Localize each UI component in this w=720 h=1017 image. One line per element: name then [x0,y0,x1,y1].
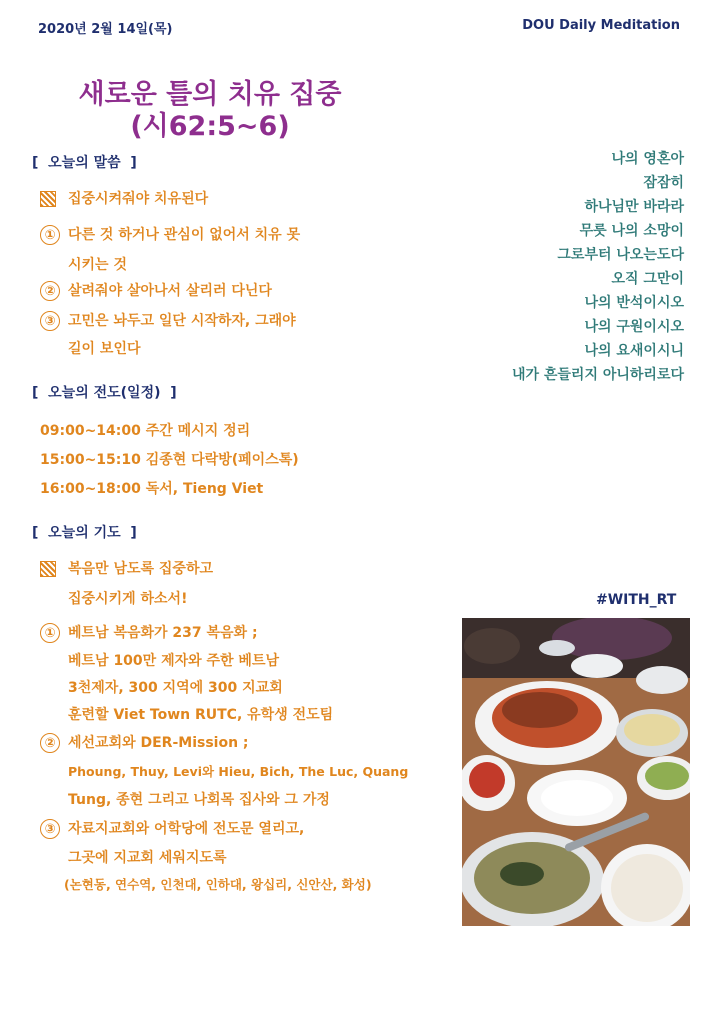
psalm-line: 하나님만 바라라 [584,199,684,215]
prayer-item-cont: Tung, 종현 그리고 나회목 집사와 그 가정 [68,792,330,808]
prayer-item-cont: 3천제자, 300 지역에 300 지교회 [68,680,283,696]
word-item: ② 살려줘야 살아나서 살리러 다닌다 [40,280,272,301]
prayer-item-cont: 그곳에 지교회 세워지도록 [68,850,227,866]
psalm-line: 잠잠히 [643,175,684,191]
word-heading: [ 오늘의 말씀 ] [32,155,137,171]
psalm-line: 나의 구원이시오 [584,319,684,335]
schedule-item: 16:00~18:00 독서, Tieng Viet [40,481,264,497]
hatch-box-icon [40,561,56,577]
word-item: ③ 고민은 놔두고 일단 시작하자, 그래야 [40,310,296,331]
psalm-line: 나의 반석이시오 [584,295,684,311]
psalm-line: 나의 영혼아 [611,151,684,167]
word-summary: 집중시켜줘야 치유된다 [40,188,208,208]
hashtag-label: #WITH_RT [596,592,677,608]
psalm-line: 그로부터 나오는도다 [557,247,684,263]
word-item: ① 다른 것 하거나 관심이 없어서 치유 못 [40,224,300,245]
page-subtitle: (시62:5~6) [130,111,290,142]
prayer-item: ③ 자료지교회와 어학당에 전도문 열리고, [40,818,304,839]
prayer-summary: 복음만 남도록 집중하고 [40,558,213,578]
brand-label: DOU Daily Meditation [522,18,680,33]
schedule-item: 09:00~14:00 주간 메시지 정리 [40,423,251,439]
meal-photo [462,618,690,926]
schedule-heading: [ 오늘의 전도(일정) ] [32,385,177,401]
prayer-item-cont: Phoung, Thuy, Levi와 Hieu, Bich, The Luc, Quang [68,764,409,779]
hatch-box-icon [40,191,56,207]
prayer-item-cont: 베트남 100만 제자와 주한 베트남 [68,653,280,669]
prayer-item-cont: 훈련할 Viet Town RUTC, 유학생 전도팀 [68,707,334,723]
prayer-item-cont: (논현동, 연수역, 인천대, 인하대, 왕십리, 신안산, 화성) [64,877,372,892]
date-label: 2020년 2월 14일(목) [38,22,173,37]
prayer-heading: [ 오늘의 기도 ] [32,525,137,541]
word-item-cont: 시키는 것 [68,257,127,273]
prayer-summary-cont: 집중시키게 하소서! [68,591,188,607]
prayer-item: ② 세선교회와 DER-Mission ; [40,732,249,753]
psalm-line: 내가 흔들리지 아니하리로다 [511,367,684,383]
page-title: 새로운 틀의 치유 집중 [78,79,342,110]
prayer-item: ① 베트남 복음화가 237 복음화 ; [40,622,258,643]
psalm-line: 나의 요새이시니 [584,343,684,359]
psalm-line: 오직 그만이 [611,271,684,287]
psalm-line: 무릇 나의 소망이 [579,223,684,239]
schedule-item: 15:00~15:10 김종현 다락방(페이스톡) [40,452,299,468]
word-item-cont: 길이 보인다 [68,341,141,357]
